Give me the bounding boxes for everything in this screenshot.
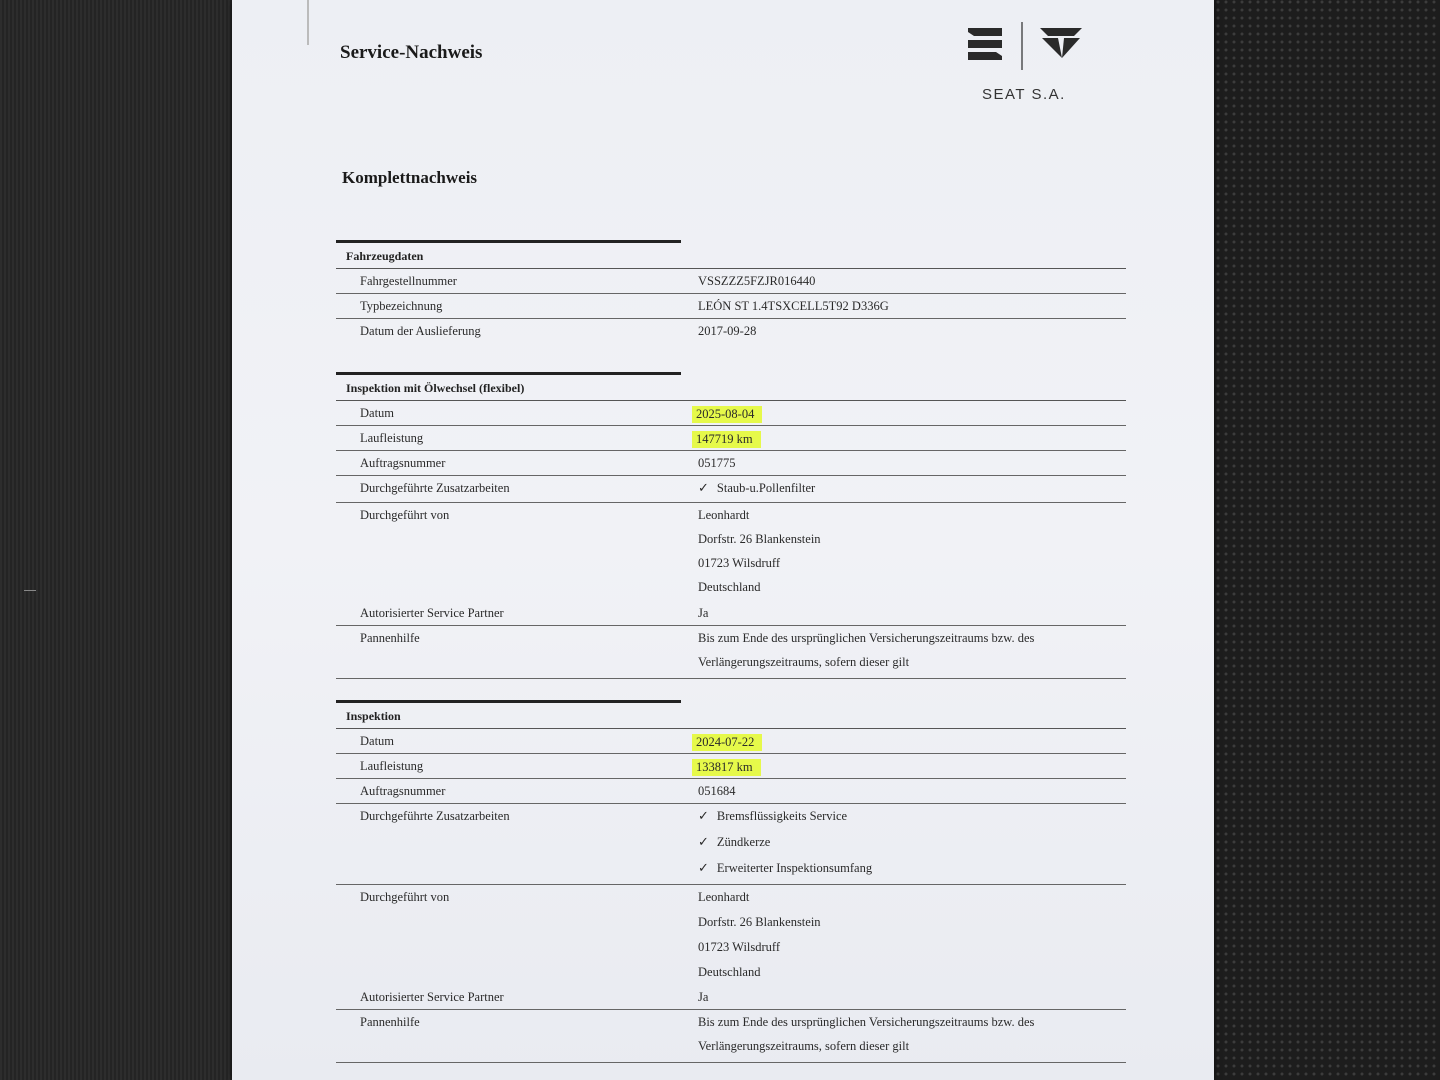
address-line: 01723 Wilsdruff	[698, 940, 781, 954]
row-label: Pannenhilfe	[360, 631, 420, 645]
row-label: Pannenhilfe	[360, 1015, 420, 1029]
row-value: Verlängerungszeitraums, sofern dieser gilt	[698, 1039, 910, 1053]
address-line: Dorfstr. 26 Blankenstein	[698, 532, 821, 546]
highlighted-mileage: 133817 km	[692, 759, 761, 776]
car-seat-background-right	[1200, 0, 1440, 1080]
check-item: ✓ Zündkerze	[698, 835, 770, 850]
row-label: Datum der Auslieferung	[360, 324, 481, 338]
table-row	[336, 804, 1126, 885]
car-seat-background-left	[0, 0, 240, 1080]
document-title: Service-Nachweis	[340, 42, 483, 63]
row-value: Ja	[698, 990, 709, 1004]
address-line: 01723 Wilsdruff	[698, 556, 781, 570]
table-row	[336, 476, 1126, 503]
row-value: 051775	[698, 456, 736, 470]
table-row	[336, 426, 1126, 451]
check-item: ✓ Staub-u.Pollenfilter	[698, 481, 815, 496]
row-label: Datum	[360, 734, 395, 748]
row-value: Bis zum Ende des ursprünglichen Versicherungszeitraums bzw. des	[698, 631, 1035, 645]
table-row	[336, 1010, 1126, 1063]
section-subtitle: Komplettnachweis	[342, 168, 478, 187]
inspection-oil-change-section	[336, 372, 1126, 679]
row-value: 051684	[698, 784, 736, 798]
row-label: Durchgeführte Zusatzarbeiten	[360, 481, 510, 495]
table-row	[336, 319, 1126, 343]
address-line: Leonhardt	[698, 508, 750, 522]
row-label: Laufleistung	[360, 431, 424, 445]
table-row	[336, 401, 1126, 426]
row-value: Bis zum Ende des ursprünglichen Versicherungszeitraums bzw. des	[698, 1015, 1035, 1029]
staple-mark	[307, 0, 309, 45]
margin-mark	[24, 590, 36, 591]
address-line: Leonhardt	[698, 890, 750, 904]
highlighted-date: 2025-08-04	[692, 406, 762, 423]
row-label: Auftragsnummer	[360, 784, 446, 798]
table-row	[336, 601, 1126, 626]
brand-name: SEAT S.A.	[982, 86, 1066, 103]
row-label: Laufleistung	[360, 759, 424, 773]
table-row	[336, 269, 1126, 294]
row-label: Autorisierter Service Partner	[360, 990, 504, 1004]
row-label: Datum	[360, 406, 395, 420]
section-heading: Fahrzeugdaten	[336, 243, 1126, 269]
row-value: LEÓN ST 1.4TSXCELL5T92 D336G	[698, 299, 889, 313]
row-label: Fahrgestellnummer	[360, 274, 457, 288]
row-value: VSSZZZ5FZJR016440	[698, 274, 816, 288]
row-label: Durchgeführt von	[360, 890, 450, 904]
service-document	[232, 0, 1214, 1080]
check-item: ✓ Bremsflüssigkeits Service	[698, 809, 847, 824]
check-item: ✓ Erweiterter Inspektionsumfang	[698, 861, 872, 876]
address-line: Deutschland	[698, 580, 761, 594]
row-value: Verlängerungszeitraums, sofern dieser gilt	[698, 655, 910, 669]
highlighted-mileage: 147719 km	[692, 431, 761, 448]
row-label: Typbezeichnung	[360, 299, 443, 313]
row-label: Auftragsnummer	[360, 456, 446, 470]
row-label: Durchgeführte Zusatzarbeiten	[360, 809, 510, 823]
table-row	[336, 729, 1126, 754]
section-heading: Inspektion	[336, 703, 1126, 729]
inspection-section	[336, 700, 1126, 1063]
table-row	[336, 626, 1126, 679]
table-row	[336, 985, 1126, 1010]
row-label: Durchgeführt von	[360, 508, 450, 522]
table-row	[336, 885, 1126, 985]
row-label: Autorisierter Service Partner	[360, 606, 504, 620]
address-line: Dorfstr. 26 Blankenstein	[698, 915, 821, 929]
section-heading: Inspektion mit Ölwechsel (flexibel)	[336, 375, 1126, 401]
row-value: Ja	[698, 606, 709, 620]
table-row	[336, 754, 1126, 779]
table-row	[336, 294, 1126, 319]
row-value: 2017-09-28	[698, 324, 757, 338]
table-row	[336, 451, 1126, 476]
highlighted-date: 2024-07-22	[692, 734, 762, 751]
address-line: Deutschland	[698, 965, 761, 979]
table-row	[336, 779, 1126, 804]
vehicle-data-section	[336, 240, 1126, 343]
table-row	[336, 503, 1126, 601]
